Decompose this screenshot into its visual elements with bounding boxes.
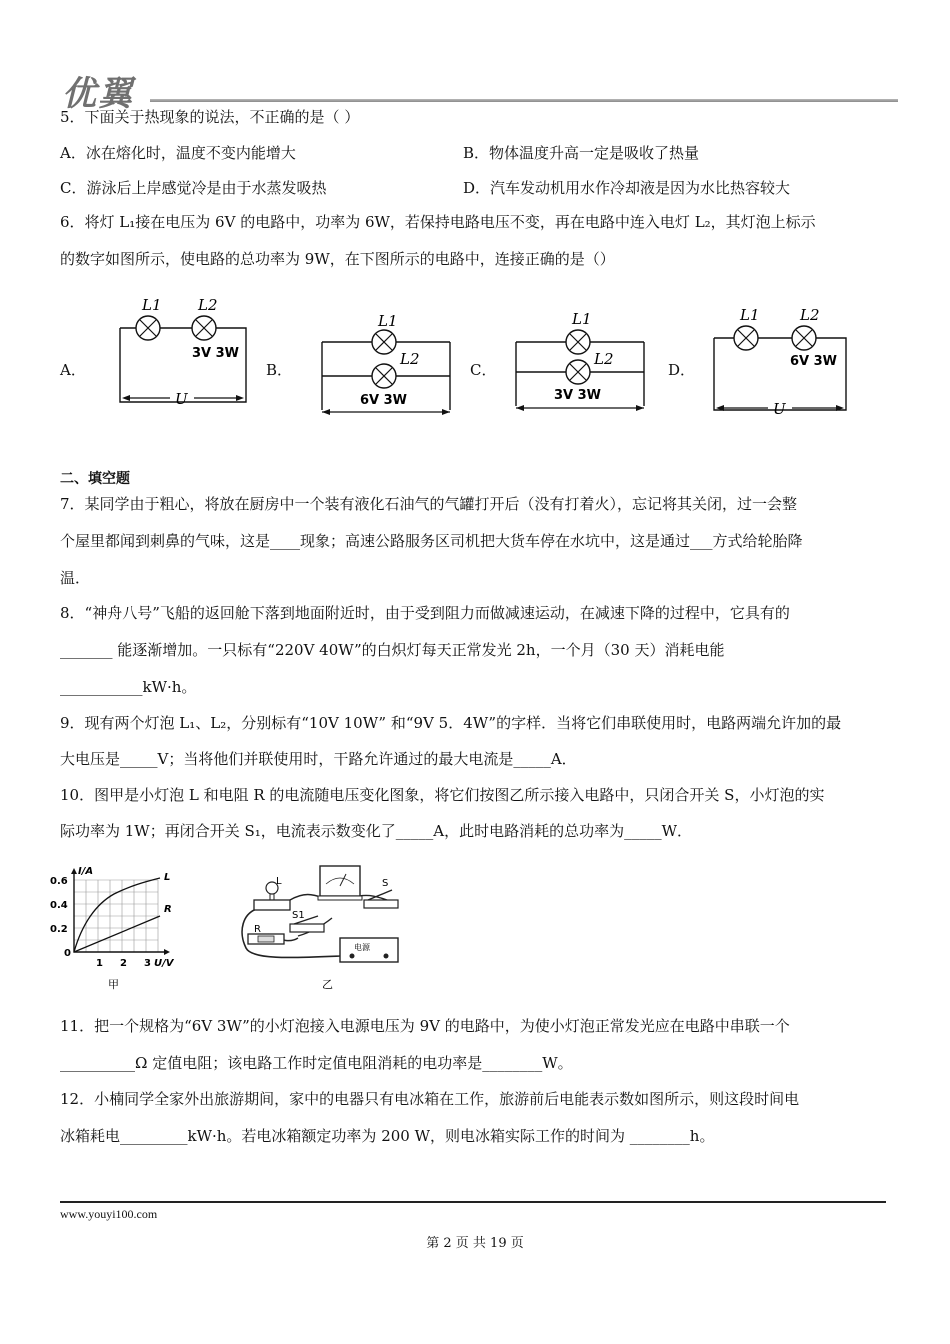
spec-label: 6V 3W xyxy=(360,393,408,408)
q9-line-2: 大电压是_____V；当将他们并联使用时，干路允许通过的最大电流是_____A． xyxy=(60,750,577,768)
photo-resistor-label: R xyxy=(254,924,261,935)
q10-circuit-photo xyxy=(232,862,408,992)
q6-option-a-letter: A． xyxy=(60,361,86,379)
q6-circuit-b xyxy=(318,314,458,426)
label-l2: L2 xyxy=(800,306,820,324)
lamp-l1-icon xyxy=(372,330,396,354)
label-l2: L2 xyxy=(594,350,614,368)
label-l2: L2 xyxy=(198,296,218,314)
photo-caption: 乙 xyxy=(322,978,333,991)
label-l1: L1 xyxy=(142,296,162,314)
lamp-l2-icon xyxy=(372,364,396,388)
q6-option-d-letter: D． xyxy=(668,361,696,379)
q5-option-b: B．物体温度升高一定是吸收了热量 xyxy=(463,144,700,162)
x-tick: 3 xyxy=(144,958,151,969)
resistor-icon xyxy=(248,934,284,944)
header-rule xyxy=(150,99,898,102)
graph-x-label: U/V xyxy=(154,958,174,969)
curve-l xyxy=(74,878,160,952)
voltage-label: U xyxy=(773,400,786,418)
q5-option-d: D．汽车发动机用水作冷却液是因为水比热容较大 xyxy=(463,179,791,197)
voltage-label: U xyxy=(175,390,188,408)
q10-line-1: 10．图甲是小灯泡 L 和电阻 R 的电流随电压变化图象，将它们按图乙所示接入电路中，只闭合开关 S，小灯泡的实 xyxy=(60,786,825,804)
y-tick: 0.2 xyxy=(50,924,68,935)
footer-url: www.youyi100.com xyxy=(60,1207,158,1221)
graph-caption: 甲 xyxy=(108,978,119,991)
label-l2: L2 xyxy=(400,350,420,368)
lamp-l1-icon xyxy=(136,316,160,340)
q6-option-c-letter: C． xyxy=(470,361,497,379)
q12-line-2: 冰箱耗电_________kW·h。若电冰箱额定功率为 200 W，则电冰箱实际工作的时间为 ________h。 xyxy=(60,1127,715,1145)
label-l1: L1 xyxy=(740,306,760,324)
label-l1: L1 xyxy=(572,310,592,328)
switch-s-icon xyxy=(364,890,398,908)
q7-line-2: 个屋里都闻到刺鼻的气味，这是____现象；高速公路服务区司机把大货车停在水坑中，这是通过___方式给轮胎降 xyxy=(60,532,803,550)
q5-option-a: A．冰在熔化时，温度不变内能增大 xyxy=(60,144,296,162)
y-tick: 0.4 xyxy=(50,900,68,911)
q8-line-2: _______ 能逐渐增加。一只标有“220V 40W”的白炽灯每天正常发光 2h，一个月（30 天）消耗电能 xyxy=(60,641,725,659)
logo: 优翼 xyxy=(62,74,134,114)
spec-label: 6V 3W xyxy=(790,354,838,369)
q5-option-c: C．游泳后上岸感觉冷是由于水蒸发吸热 xyxy=(60,179,327,197)
q11-line-1: 11．把一个规格为“6V 3W”的小灯泡接入电源电压为 9V 的电路中，为使小灯泡正常发光应在电路中串联一个 xyxy=(60,1017,790,1035)
q7-line-1: 7．某同学由于粗心，将放在厨房中一个装有液化石油气的气罐打开后（没有打着火），忘记将其关闭，过一会整 xyxy=(60,495,798,513)
curve-r-label: R xyxy=(164,904,172,915)
page-number: 第 2 页 共 19 页 xyxy=(426,1236,524,1251)
y-tick: 0 xyxy=(64,948,71,959)
photo-lamp-label: L xyxy=(276,876,282,887)
footer-rule xyxy=(60,1201,886,1203)
y-tick: 0.6 xyxy=(50,876,68,887)
lamp-icon xyxy=(254,882,290,910)
x-tick: 1 xyxy=(96,958,103,969)
photo-source-label: 电源 xyxy=(354,943,370,952)
q10-graph xyxy=(44,864,194,994)
section-title: 二、填空题 xyxy=(60,471,130,487)
photo-switch1-label: S1 xyxy=(292,910,305,921)
q6-option-b-letter: B． xyxy=(266,361,293,379)
spec-label: 3V 3W xyxy=(554,388,602,403)
x-tick: 2 xyxy=(120,958,127,969)
q7-line-3: 温． xyxy=(60,569,91,587)
spec-label: 3V 3W xyxy=(192,346,240,361)
ammeter-icon xyxy=(318,866,362,900)
lamp-l1-icon xyxy=(566,330,590,354)
q12-line-1: 12．小楠同学全家外出旅游期间，家中的电器只有电冰箱在工作，旅游前后电能表示数如图所示，则这段时间电 xyxy=(60,1090,800,1108)
q5-stem: 5．下面关于热现象的说法，不正确的是（ ） xyxy=(60,108,360,126)
q8-line-3: ___________kW·h。 xyxy=(60,678,197,696)
q6-circuit-d xyxy=(708,304,854,424)
q11-line-2: __________Ω 定值电阻；该电路工作时定值电阻消耗的电功率是________W。 xyxy=(60,1054,573,1072)
lamp-l2-icon xyxy=(192,316,216,340)
q8-line-1: 8．“神舟八号”飞船的返回舱下落到地面附近时，由于受到阻力而做减速运动，在减速下降的过程中，它具有的 xyxy=(60,604,790,622)
q6-line-2: 的数字如图所示，使电路的总功率为 9W，在下图所示的电路中，连接正确的是（） xyxy=(60,250,615,268)
label-l1: L1 xyxy=(378,314,398,330)
curve-l-label: L xyxy=(164,872,171,883)
q9-line-1: 9．现有两个灯泡 L₁、L₂，分别标有“10V 10W” 和“9V 5．4W”的字样．当将它们串联使用时，电路两端允许加的最 xyxy=(60,714,842,732)
graph-y-label: I/A xyxy=(78,866,94,877)
photo-switch-label: S xyxy=(382,878,389,889)
lamp-l1-icon xyxy=(734,326,758,350)
q6-circuit-a xyxy=(112,294,252,414)
lamp-l2-icon xyxy=(566,360,590,384)
lamp-l2-icon xyxy=(792,326,816,350)
q6-line-1: 6．将灯 L₁接在电压为 6V 的电路中，功率为 6W，若保持电路电压不变，再在电路中连入电灯 L₂，其灯泡上标示 xyxy=(60,213,816,231)
q10-line-2: 际功率为 1W；再闭合开关 S₁，电流表示数变化了_____A，此时电路消耗的总功率为_____W． xyxy=(60,822,693,840)
q6-circuit-c xyxy=(512,306,652,418)
